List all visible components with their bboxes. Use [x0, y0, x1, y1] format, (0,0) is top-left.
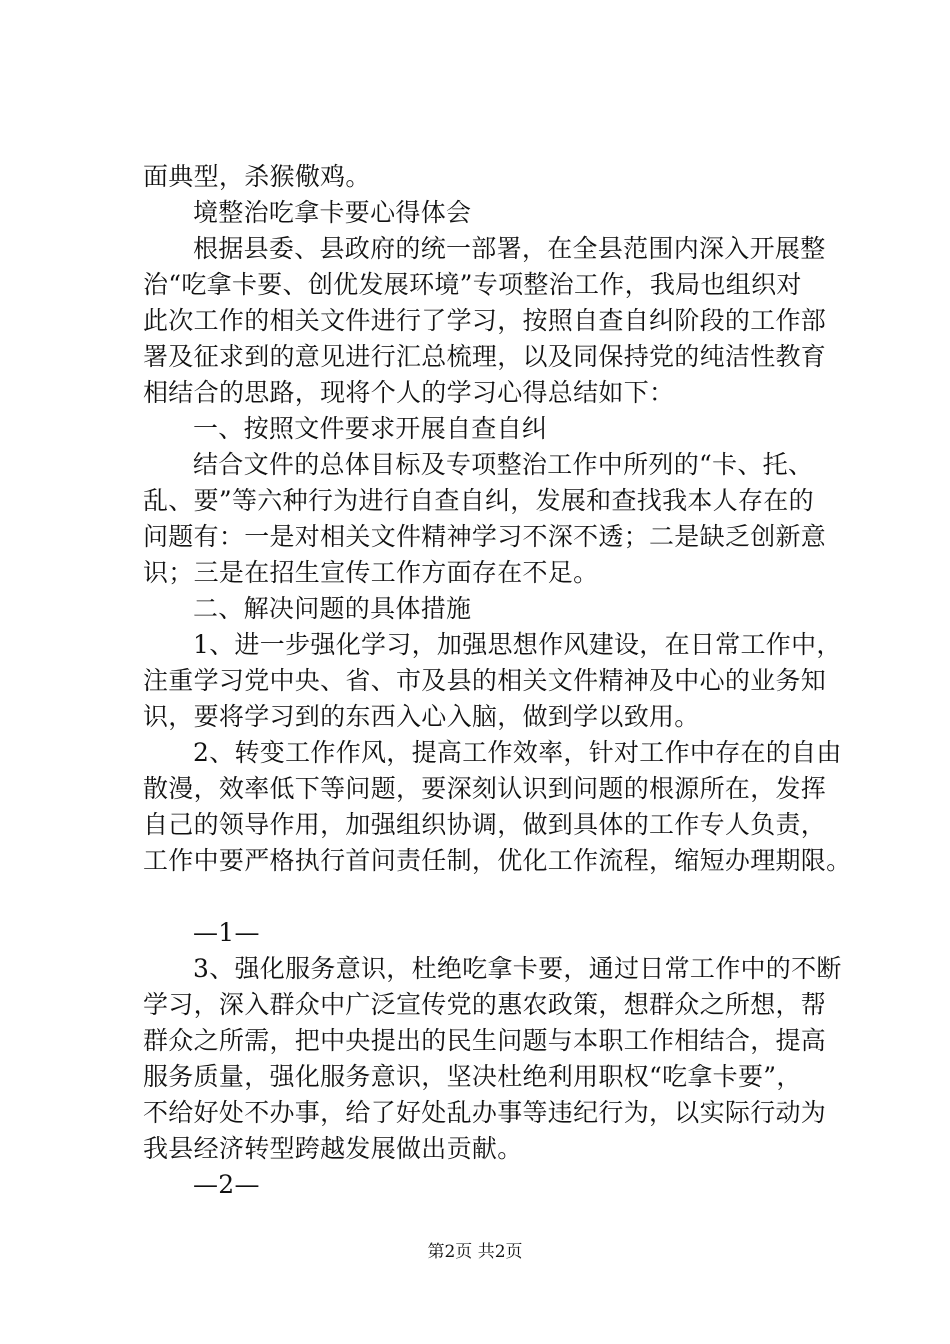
text-line: 不给好处不办事，给了好处乱办事等违纪行为，以实际行动为: [143, 1098, 827, 1127]
page-footer: 第2页 共2页: [427, 1242, 523, 1262]
text-line: 识；三是在招生宣传工作方面存在不足。: [143, 558, 599, 587]
text-line: 群众之所需，把中央提出的民生问题与本职工作相结合，提高: [143, 1026, 827, 1055]
text-line: 此次工作的相关文件进行了学习，按照自查自纠阶段的工作部: [143, 306, 827, 335]
text-line: 散漫，效率低下等问题，要深刻认识到问题的根源所在，发挥: [143, 774, 827, 803]
text-line: 根据县委、县政府的统一部署，在全县范围内深入开展整: [193, 234, 826, 263]
text-line: 乱、要”等六种行为进行自查自纠，发展和查找我本人存在的: [143, 486, 814, 515]
text-line: 我县经济转型跨越发展做出贡献。: [143, 1134, 523, 1163]
text-line: 署及征求到的意见进行汇总梳理，以及同保持党的纯洁性教育: [143, 342, 827, 371]
text-line: 问题有：一是对相关文件精神学习不深不透；二是缺乏创新意: [143, 522, 827, 551]
text-line: 结合文件的总体目标及专项整治工作中所列的“卡、托、: [193, 450, 814, 479]
text-line: 面典型，杀猴儆鸡。: [143, 162, 371, 191]
text-line: 1、进一步强化学习，加强思想作风建设，在日常工作中，: [193, 630, 842, 659]
section-heading: 一、按照文件要求开展自查自纠: [193, 414, 548, 443]
text-line: 注重学习党中央、省、市及县的相关文件精神及中心的业务知: [143, 666, 827, 695]
text-line: 自己的领导作用，加强组织协调，做到具体的工作专人负责，: [143, 810, 827, 839]
text-line: 学习，深入群众中广泛宣传党的惠农政策，想群众之所想，帮: [143, 990, 827, 1019]
text-line: 工作中要严格执行首问责任制，优化工作流程，缩短办理期限。: [143, 846, 852, 875]
blank-line: [143, 879, 863, 915]
text-line: 2、转变工作作风，提高工作效率，针对工作中存在的自由: [193, 738, 842, 767]
text-line: 服务质量，强化服务意识，坚决杜绝利用职权“吃拿卡要”，: [143, 1062, 802, 1091]
text-line: 3、强化服务意识，杜绝吃拿卡要，通过日常工作中的不断: [193, 954, 842, 983]
document-body: [143, 159, 863, 1203]
section-title: 境整治吃拿卡要心得体会: [193, 198, 472, 227]
text-line: 治“吃拿卡要、创优发展环境”专项整治工作，我局也组织对: [143, 270, 802, 299]
page-marker: —2—: [193, 1170, 260, 1199]
text-line: 识，要将学习到的东西入心入脑，做到学以致用。: [143, 702, 700, 731]
section-heading: 二、解决问题的具体措施: [193, 594, 472, 623]
page-marker: —1—: [193, 918, 260, 947]
text-line: 相结合的思路，现将个人的学习心得总结如下：: [143, 378, 675, 407]
